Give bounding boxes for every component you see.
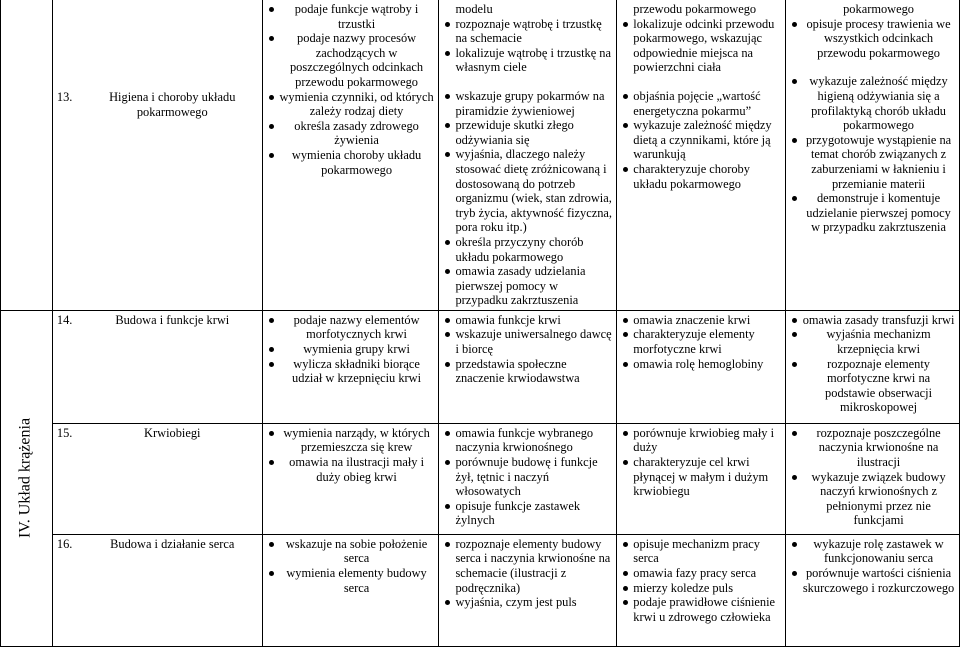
requirements-cell [786, 534, 960, 646]
list-item: omawia na ilustracji mały i duży obieg krwi [267, 455, 435, 484]
requirements-cell [786, 423, 960, 534]
requirements-list [790, 74, 955, 235]
list-item: omawia zasady transfuzji krwi [790, 313, 955, 328]
list-item: rozpoznaje elementy morfotyczne krwi na podstawie obserwacji mikroskopowej [790, 357, 955, 415]
list-item: wylicza składniki biorące udział w krzepnięciu krwi [267, 357, 435, 386]
topic-number: 13. [56, 90, 73, 104]
requirements-cell [617, 0, 786, 310]
list-item: podaje prawidłowe ciśnienie krwi u zdrowego człowieka [621, 595, 781, 624]
requirements-list [621, 313, 781, 371]
list-item: wyjaśnia, dlaczego należy stosować dietę zróżnicowaną i dostosowaną do potrzeb organizmu (wiek, stan zdrowia, tryb życia, aktywność fizyczna, pora roku itp.) [443, 147, 612, 235]
table-row [1, 0, 960, 310]
list-item: przewiduje skutki złego odżywiania się [443, 118, 612, 147]
requirements-list [267, 537, 435, 595]
list-item: omawia zasady udzielania pierwszej pomocy w przypadku zakrztuszenia [443, 264, 612, 308]
topic-title: Budowa i funkcje krwi [115, 312, 230, 327]
list-item: wykazuje zależność między higieną odżywiania się a profilaktyką chorób układu pokarmowego [790, 74, 955, 132]
list-item: opisuje mechanizm pracy serca [621, 537, 781, 566]
list-item: rozpoznaje wątrobę i trzustkę na schemacie [443, 17, 612, 46]
list-item: podaje nazwy elementów morfotycznych krwi [267, 313, 435, 342]
requirements-cell [786, 310, 960, 423]
requirements-cell [439, 310, 617, 423]
list-item: lokalizuje odcinki przewodu pokarmowego, wskazując odpowiednie miejsca na powierzchni ciała [621, 17, 781, 75]
list-item: przewodu pokarmowego [633, 2, 757, 16]
list-item: wykazuje rolę zastawek w funkcjonowaniu serca [790, 537, 955, 566]
list-item: wskazuje grupy pokarmów na piramidzie żywieniowej [443, 89, 612, 118]
list-item: wskazuje na sobie położenie serca [267, 537, 435, 566]
list-item: opisuje procesy trawienia we wszystkich odcinkach przewodu pokarmowego [790, 17, 955, 61]
list-item: przedstawia społeczne znaczenie krwiodawstwa [443, 357, 612, 386]
list-item: charakteryzuje elementy morfotyczne krwi [621, 327, 781, 356]
requirements-cell [617, 310, 786, 423]
requirements-cell [262, 534, 439, 646]
list-item: przygotowuje wystąpienie na temat chorób związanych z zaburzeniami w łaknieniu i przemianie materii [790, 133, 955, 191]
requirements-list [267, 313, 435, 386]
topic-number: 15. [56, 425, 73, 440]
requirements-list [621, 426, 781, 499]
requirements-list [790, 537, 955, 595]
requirements-list [443, 2, 612, 75]
list-item: rozpoznaje poszczególne naczynia krwionośne na ilustracji [790, 426, 955, 470]
table-row [1, 310, 960, 423]
section-cell [1, 0, 53, 310]
requirements-cell [439, 534, 617, 646]
topic-number: 16. [56, 536, 73, 551]
list-item: wykazuje związek budowy naczyń krwionośnych z pełnionymi przez nie funkcjami [790, 470, 955, 528]
table-row [1, 534, 960, 646]
requirements-list [443, 89, 612, 308]
section-label: IV. Układ krążenia [17, 418, 35, 539]
list-item: opisuje funkcje zastawek żylnych [443, 499, 612, 528]
requirements-cell [439, 0, 617, 310]
requirements-list [267, 2, 435, 177]
topic-cell [52, 0, 262, 310]
list-item: określa przyczyny chorób układu pokarmowego [443, 235, 612, 264]
list-item: wyjaśnia mechanizm krzepnięcia krwi [790, 327, 955, 356]
requirements-list [621, 537, 781, 625]
list-item: modelu [455, 2, 493, 16]
requirements-list [443, 426, 612, 528]
list-item: wymienia elementy budowy serca [267, 566, 435, 595]
list-item: wskazuje uniwersalnego dawcę i biorcę [443, 327, 612, 356]
list-item: podaje nazwy procesów zachodzących w poszczególnych odcinkach przewodu pokarmowego [267, 31, 435, 89]
list-item: wymienia czynniki, od których zależy rodzaj diety [267, 90, 435, 119]
list-item: podaje funkcje wątroby i trzustki [267, 2, 435, 31]
list-item: objaśnia pojęcie „wartość energetyczna pokarmu” [621, 89, 781, 118]
requirements-list [790, 2, 955, 60]
topic-cell [52, 423, 262, 534]
requirements-list [443, 537, 612, 610]
section-cell [1, 310, 53, 646]
requirements-cell [617, 423, 786, 534]
requirements-list [621, 2, 781, 75]
list-item: wymienia choroby układu pokarmowego [267, 148, 435, 177]
list-item: rozpoznaje elementy budowy serca i naczynia krwionośne na schemacie (ilustracji z podręcznika) [443, 537, 612, 595]
topic-title: Krwiobiegi [144, 425, 201, 440]
list-item: wyjaśnia, czym jest puls [443, 595, 612, 610]
list-item: charakteryzuje cel krwi płynącej w małym i dużym krwiobiegu [621, 455, 781, 499]
requirements-list [790, 313, 955, 415]
list-item: omawia fazy pracy serca [621, 566, 781, 581]
list-item: omawia rolę hemoglobiny [621, 357, 781, 372]
list-item: omawia znaczenie krwi [621, 313, 781, 328]
requirements-list [790, 426, 955, 528]
list-item: porównuje budowę i funkcje żył, tętnic i naczyń włosowatych [443, 455, 612, 499]
topic-cell [52, 534, 262, 646]
list-item: wymienia grupy krwi [267, 342, 435, 357]
table-row [1, 423, 960, 534]
list-item: demonstruje i komentuje udzielanie pierwszej pomocy w przypadku zakrztuszenia [790, 191, 955, 235]
topic-title: Budowa i działanie serca [110, 536, 235, 551]
requirements-cell [262, 0, 439, 310]
list-item: wykazuje zależność między dietą a czynnikami, które ją warunkują [621, 118, 781, 162]
list-item: omawia funkcje wybranego naczynia krwionośnego [443, 426, 612, 455]
topic-cell [52, 310, 262, 423]
list-item: porównuje wartości ciśnienia skurczowego i rozkurczowego [790, 566, 955, 595]
list-item: lokalizuje wątrobę i trzustkę na własnym ciele [443, 46, 612, 75]
list-item: charakteryzuje choroby układu pokarmowego [621, 162, 781, 191]
requirements-list [267, 426, 435, 484]
list-item: określa zasady zdrowego żywienia [267, 119, 435, 148]
requirements-list [443, 313, 612, 386]
list-item: pokarmowego [843, 2, 914, 16]
list-item: wymienia narządy, w których przemieszcza się krew [267, 426, 435, 455]
requirements-list [621, 89, 781, 191]
requirements-cell [617, 534, 786, 646]
requirements-cell [262, 310, 439, 423]
requirements-cell [262, 423, 439, 534]
list-item: mierzy koledze puls [621, 581, 781, 596]
list-item: porównuje krwiobieg mały i duży [621, 426, 781, 455]
requirements-cell [439, 423, 617, 534]
topic-number: 14. [56, 312, 73, 327]
list-item: omawia funkcje krwi [443, 313, 612, 328]
requirements-cell [786, 0, 960, 310]
topic-title: Higiena i choroby układu pokarmowego [109, 90, 236, 119]
